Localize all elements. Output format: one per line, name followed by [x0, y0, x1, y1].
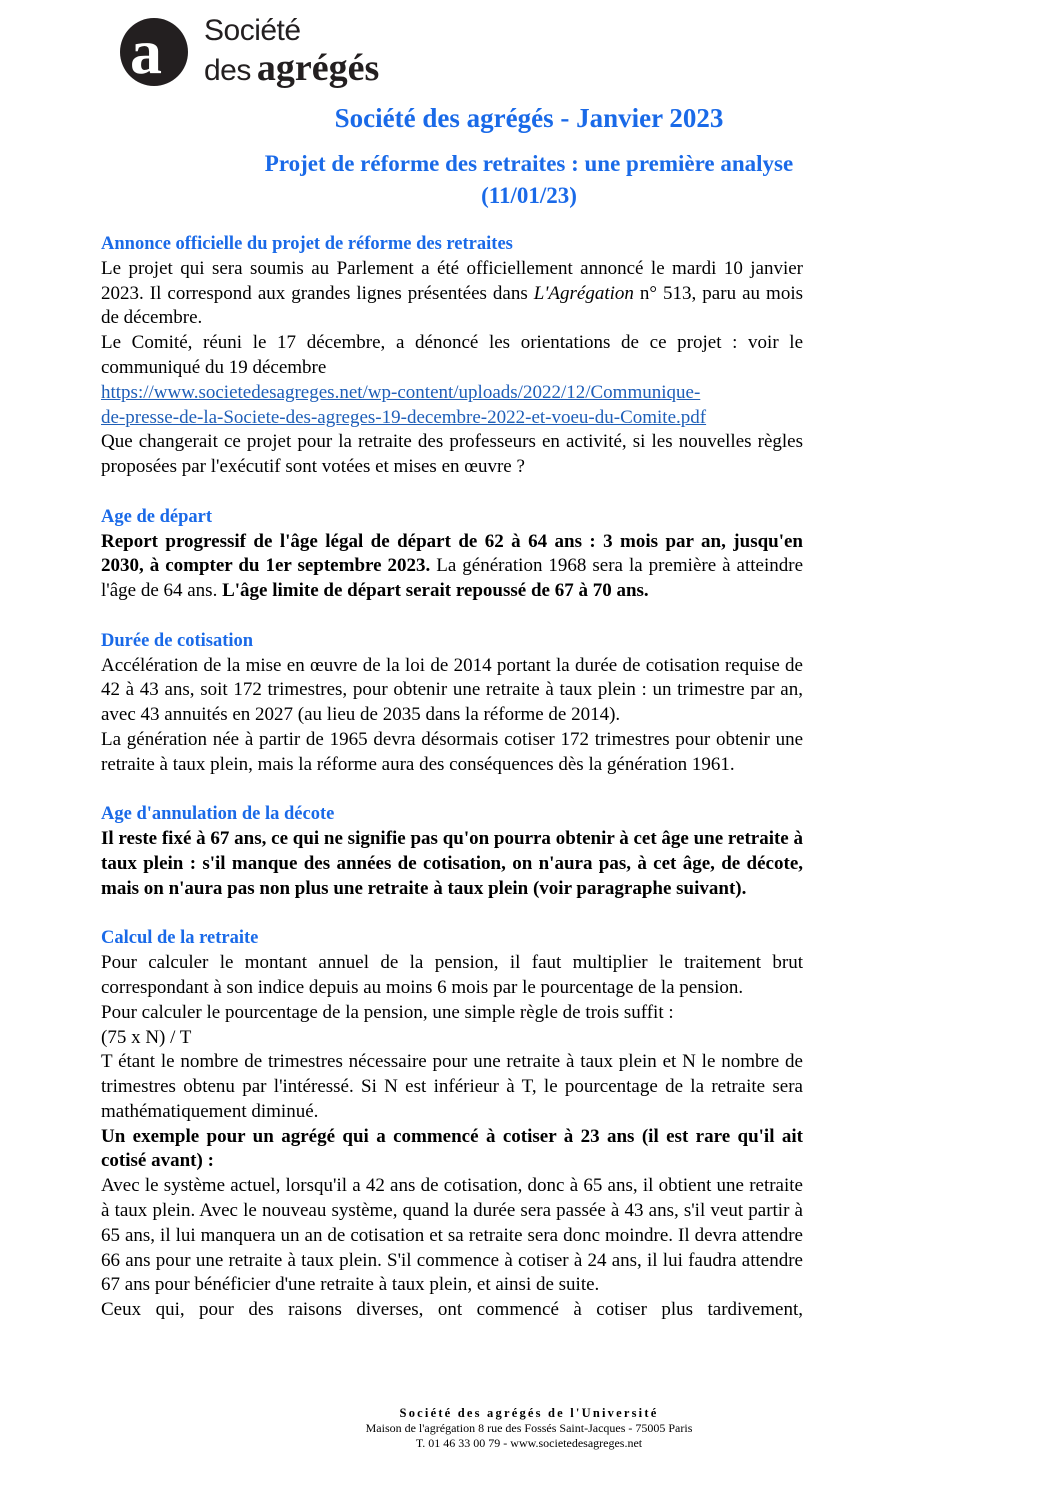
decote-bold: Il reste fixé à 67 ans, ce qui ne signifie pas qu'on pourra obtenir à cet âge une retraite à taux plein : s'il manque des années de cotisation, on n'aura pas, à cet âge, de décote, mais on n'aura pas non plus une retraite à taux plein (voir paragraphe suivant). — [101, 828, 803, 899]
footer-address: Maison de l'agrégation 8 rue des Fossés Saint-Jacques - 75005 Paris — [365, 1421, 693, 1435]
formula: (75 x N) / T — [101, 1026, 192, 1048]
paragraph-age-depart — [101, 530, 803, 604]
section-heading-annonce: Annonce officielle du projet de réforme des retraites — [101, 234, 513, 254]
communique-link-block — [101, 381, 803, 431]
section-heading-decote: Age d'annulation de la décote — [101, 804, 335, 825]
logo — [120, 14, 410, 90]
paragraph-example-heading — [101, 1125, 803, 1175]
page-footer — [0, 1406, 1058, 1451]
paragraph-duree-2: La génération née à partir de 1965 devra désormais cotiser 172 trimestres pour obtenir une retraite à taux plein, mais la réforme aura des conséquences dès la génération 1961. — [101, 728, 803, 775]
communique-link-line2[interactable]: de-presse-de-la-Societe-des-agreges-19-decembre-2022-et-voeu-du-Comite.pdf — [101, 406, 707, 428]
document-subtitle — [0, 148, 1058, 212]
paragraph-decote — [101, 827, 803, 901]
paragraph-calcul-2: Pour calculer le pourcentage de la pension, une simple règle de trois suffit : — [101, 1001, 674, 1023]
age-depart-bold-2: L'âge limite de départ serait repoussé de 67 à 70 ans. — [222, 580, 649, 602]
logo-text-line2 — [204, 46, 379, 90]
paragraph-annonce-3: Que changerait ce projet pour la retraite des professeurs en activité, si les nouvelles règles proposées par l'exécutif sont votées et mises en œuvre ? — [101, 431, 803, 478]
footer-organization: Société des agrégés de l'Université — [399, 1406, 659, 1420]
age-depart-bold-1: Report progressif de l'âge légal de départ de 62 à 64 ans : 3 mois par an, jusqu'en 2030, à compter du 1er septembre 2023. — [101, 530, 803, 577]
annonce-text-b: n° 513, paru au mois de décembre. — [101, 282, 803, 329]
publication-title: L'Agrégation — [533, 282, 634, 304]
paragraph-calcul-4: Avec le système actuel, lorsqu'il a 42 ans de cotisation, donc à 65 ans, il obtient une retraite à taux plein. Avec le nouveau système, quand la durée sera passée à 43 ans, s'il veut partir à 65 ans, il lui manquera un an de cotisation et sa retraite sera donc moindre. Il devra attendre 66 ans pour une retraite à taux plein. S'il commence à cotiser à 24 ans, il lui faudra attendre 67 ans pour bénéficier d'une retraite à taux plein, et ainsi de suite. — [101, 1175, 803, 1296]
section-heading-calcul: Calcul de la retraite — [101, 928, 259, 949]
paragraph-calcul-3: T étant le nombre de trimestres nécessaire pour une retraite à taux plein et N le nombre de trimestres obtenu par l'intéressé. Si N est inférieur à T, le pourcentage de la retraite sera mathématiquement diminué. — [101, 1051, 803, 1122]
logo-text-agreges: agrégés — [256, 47, 380, 89]
paragraph-calcul-1: Pour calculer le montant annuel de la pension, il faut multiplier le traitement brut correspondant à son indice depuis au moins 6 mois par le pourcentage de la pension. — [101, 952, 803, 998]
paragraph-annonce-2: Le Comité, réuni le 17 décembre, a dénoncé les orientations de ce projet : voir le communiqué du 19 décembre — [101, 332, 803, 378]
subtitle-line1: Projet de réforme des retraites : une première analyse — [264, 151, 794, 176]
age-depart-normal: La génération 1968 sera la première à atteindre l'âge de 64 ans. — [101, 555, 803, 602]
footer-contact: T. 01 46 33 00 79 - www.societedesagreges.net — [415, 1436, 643, 1450]
logo-emblem — [120, 18, 188, 86]
document-title: Société des agrégés - Janvier 2023 — [334, 103, 724, 133]
example-bold: Un exemple pour un agrégé qui a commencé à cotiser à 23 ans (il est rare qu'il ait cotisé avant) : — [101, 1125, 803, 1172]
logo-glyph: a — [130, 18, 162, 86]
paragraph-calcul-5: Ceux qui, pour des raisons diverses, ont commencé à cotiser plus tardivement, — [101, 1299, 803, 1321]
logo-text-line1: Société — [204, 14, 301, 47]
paragraph-duree-1: Accélération de la mise en œuvre de la loi de 2014 portant la durée de cotisation requise de 42 à 43 ans, soit 172 trimestres, pour obtenir une retraite à taux plein : un trimestre par an, avec 43 annuités en 2027 (au lieu de 2035 dans la réforme de 2014). — [101, 654, 803, 726]
paragraph-annonce-1 — [101, 257, 803, 331]
subtitle-date: (11/01/23) — [481, 183, 577, 208]
section-heading-duree: Durée de cotisation — [101, 630, 254, 651]
logo-text-des: des — [204, 54, 251, 87]
communique-link-line1[interactable]: https://www.societedesagreges.net/wp-content/uploads/2022/12/Communique- — [101, 381, 701, 403]
annonce-text-a: Le projet qui sera soumis au Parlement a été officiellement annoncé le mardi 10 janvier 2023. Il correspond aux grandes lignes présentées dans — [101, 257, 803, 304]
section-heading-age-depart: Age de départ — [101, 506, 212, 527]
document-body — [101, 232, 803, 1323]
